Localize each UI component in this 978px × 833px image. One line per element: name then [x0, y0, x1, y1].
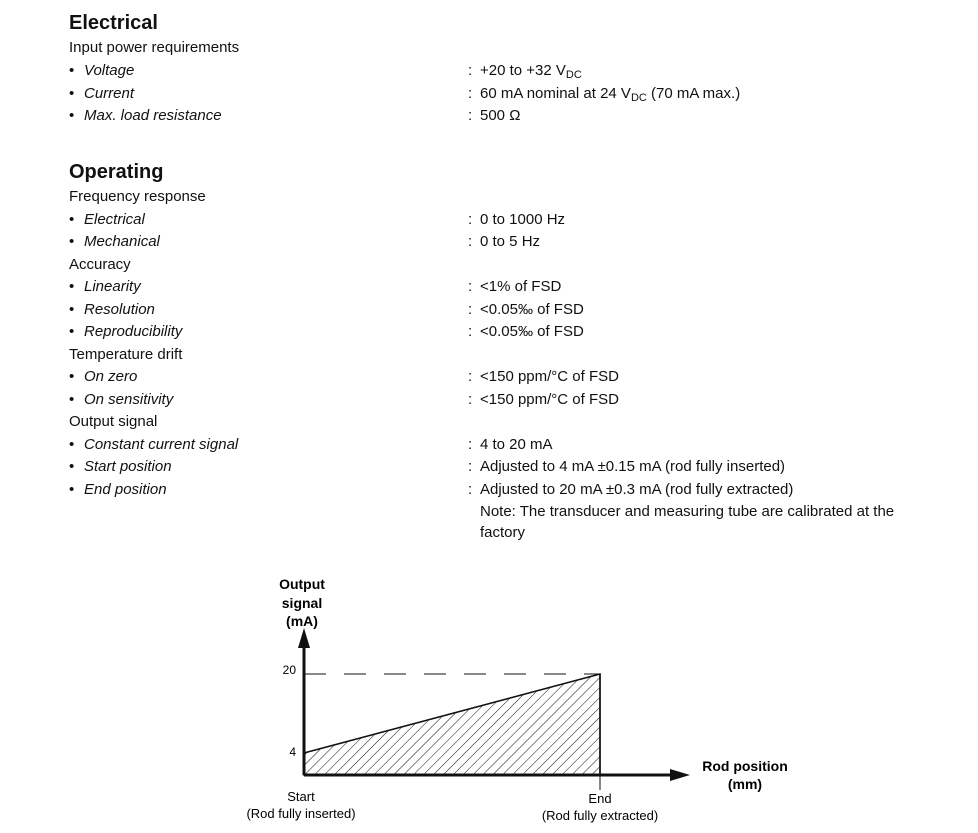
y-axis-title-line1: Output — [279, 576, 325, 592]
start-sublabel: (Rod fully inserted) — [246, 806, 356, 821]
spec-label-on-sensitivity: On sensitivity — [84, 391, 174, 408]
spec-label-reproducibility: Reproducibility — [84, 323, 183, 340]
spec-label-start-position: Start position — [84, 458, 172, 475]
spec-value-start-position: : Adjusted to 4 mA ±0.15 mA (rod fully inserted) — [468, 458, 786, 475]
spec-label-current: Current — [84, 85, 135, 102]
spec-value-constant-current: : 4 to 20 mA — [468, 436, 553, 453]
spec-value-load: : 500 Ω — [468, 107, 521, 124]
y-tick-label-20: 20 — [282, 663, 296, 678]
datasheet-page: Electrical Input power requirements • Voltage : +20 to +32 $V_{DC}$ • Current : 60 mA nominal at 24 $V_{DC}$ (70 mA max.) • Max. load resistance : 500 Ω Operating Frequency response • Electrical : 0 to 1000 Hz • Mechanical : 0 to 5 Hz Accuracy • Linearity : <1% of FSD • Resolution : <0.05‰ of FSD • Reproducibility : <0.05‰ of FSD Temperature drift • On zero : <150 ppm/°C of FSD • On sensitivity : <150 ppm/°C of FSD Output signal • Constant current signal : 4 to 20 mA • Start position : Adjusted to 4 mA ±0.15 mA (rod fully inserted) • End position : Adjusted to 20 mA ±0.3 mA (rod fully extracted) Note: The transducer and measuring tube are calibrated at the factory 20 4 Output signal (mA) Rod position (mm) Start (Rod fully inserted) End (Rod fully extracted) — [0, 0, 978, 833]
y-axis-title-line3: (mA) — [286, 613, 318, 629]
spec-label-freq-mechanical: Mechanical — [84, 233, 160, 250]
spec-value-resolution: : <0.05‰ of FSD — [468, 301, 584, 318]
spec-label-constant-current: Constant current signal — [84, 436, 239, 453]
end-sublabel: (Rod fully extracted) — [541, 808, 659, 823]
spec-value-freq-mechanical: : 0 to 5 Hz — [468, 233, 541, 250]
section-title-operating: Operating — [69, 161, 164, 183]
spec-label-linearity: Linearity — [84, 278, 141, 295]
spec-label-load: Max. load resistance — [84, 107, 222, 124]
spec-value-linearity: : <1% of FSD — [468, 278, 562, 295]
y-axis-title-line2: signal — [281, 595, 323, 611]
end-label: End — [588, 791, 612, 806]
spec-value-on-sensitivity: : <150 ppm/°C of FSD — [468, 391, 619, 408]
x-axis-title-line2: (mm) — [727, 776, 763, 792]
spec-label-on-zero: On zero — [84, 368, 138, 385]
signal-region — [304, 674, 600, 775]
spec-value-current: : 60 mA nominal at 24 $V_{DC}$ (70 mA max.) — [468, 85, 741, 104]
start-label: Start — [287, 789, 315, 804]
spec-label-freq-electrical: Electrical — [84, 211, 145, 228]
y-axis-arrow-icon — [298, 628, 310, 648]
x-axis-arrow-icon — [670, 769, 690, 781]
spec-value-end-position: : Adjusted to 20 mA ±0.3 mA (rod fully extracted) — [468, 481, 794, 498]
y-tick-label-4: 4 — [289, 745, 296, 760]
spec-value-on-zero: : <150 ppm/°C of FSD — [468, 368, 619, 385]
spec-label-resolution: Resolution — [84, 301, 155, 318]
x-axis-title-line1: Rod position — [702, 758, 788, 774]
spec-value-reproducibility: : <0.05‰ of FSD — [468, 323, 584, 340]
calibration-note: Note: The transducer and measuring tube are calibrated at the factory — [480, 503, 895, 541]
section-title-electrical: Electrical — [69, 12, 158, 34]
spec-label-voltage: Voltage — [84, 62, 135, 79]
spec-label-end-position: End position — [84, 481, 167, 498]
spec-value-freq-electrical: : 0 to 1000 Hz — [468, 211, 566, 228]
spec-value-voltage: : +20 to +32 $V_{DC}$ — [468, 62, 582, 81]
